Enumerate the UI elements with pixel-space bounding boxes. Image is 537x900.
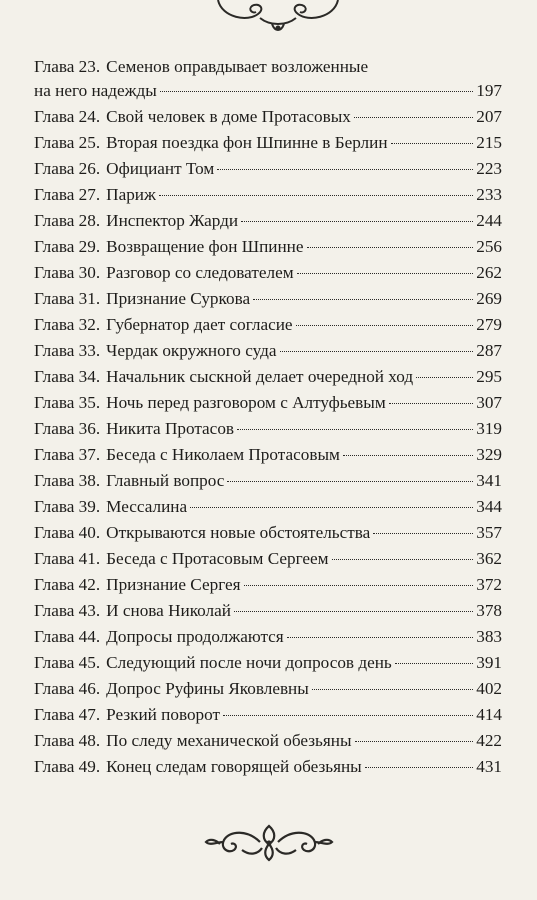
toc-entry (34, 364, 502, 390)
toc-entry (34, 702, 502, 728)
page-number: 422 (476, 731, 502, 750)
chapter-title: Разговор со следователем (106, 263, 294, 282)
toc-entry-line (34, 520, 502, 546)
chapter-number: Глава 25. (34, 133, 101, 152)
chapter-number: Глава 34. (34, 367, 101, 386)
dot-leader (253, 299, 473, 300)
chapter-title: Официант Том (106, 159, 215, 178)
page-number: 431 (476, 757, 502, 776)
toc-entry-line (34, 754, 502, 780)
page-number: 244 (476, 211, 502, 230)
toc-entry (34, 312, 502, 338)
toc-entry-line (34, 676, 502, 702)
page-number: 378 (476, 601, 502, 620)
toc-entry (34, 520, 502, 546)
dot-leader (354, 117, 473, 118)
toc-entry (34, 286, 502, 312)
dot-leader (416, 377, 473, 378)
toc-entry (34, 390, 502, 416)
toc-entry-line (34, 260, 502, 286)
toc-entry (34, 676, 502, 702)
chapter-number: Глава 38. (34, 471, 101, 490)
toc-entry (34, 754, 502, 780)
chapter-title: Свой человек в доме Протасовых (106, 107, 351, 126)
dot-leader (355, 741, 474, 742)
chapter-title: Губернатор дает согласие (106, 315, 293, 334)
toc-entry (34, 624, 502, 650)
toc-entry (34, 56, 502, 104)
chapter-number: Глава 24. (34, 107, 101, 126)
toc-entry-line (34, 312, 502, 338)
toc-entry-line (34, 416, 502, 442)
chapter-title: Ночь перед разговором с Алтуфьевым (106, 393, 386, 412)
top-ornament-icon (178, 0, 378, 34)
dot-leader (332, 559, 474, 560)
chapter-title: Чердак окружного суда (106, 341, 277, 360)
dot-leader (280, 351, 474, 352)
dot-leader (217, 169, 473, 170)
chapter-number: Глава 23. (34, 57, 101, 76)
toc-entry-line (34, 364, 502, 390)
chapter-title: Открываются новые обстоятельства (106, 523, 371, 542)
page-number: 207 (476, 107, 502, 126)
chapter-number: Глава 49. (34, 757, 101, 776)
page-number: 287 (476, 341, 502, 360)
chapter-title-continued: на него надежды (34, 81, 157, 100)
chapter-title: Признание Суркова (106, 289, 251, 308)
toc-entry-line (34, 338, 502, 364)
dot-leader (190, 507, 473, 508)
dot-leader (241, 221, 473, 222)
page-number: 402 (476, 679, 502, 698)
chapter-title: Главный вопрос (106, 471, 225, 490)
chapter-number: Глава 29. (34, 237, 101, 256)
dot-leader (391, 143, 474, 144)
toc-entry (34, 260, 502, 286)
bottom-ornament-icon (202, 820, 337, 864)
toc-entry-line (34, 182, 502, 208)
toc-entry (34, 728, 502, 754)
page-number: 223 (476, 159, 502, 178)
dot-leader (389, 403, 473, 404)
toc-entry-line (34, 572, 502, 598)
toc-entry-line (34, 624, 502, 650)
table-of-contents (34, 56, 502, 780)
dot-leader (227, 481, 473, 482)
chapter-title: Резкий поворот (106, 705, 221, 724)
chapter-number: Глава 48. (34, 731, 101, 750)
chapter-title: Вторая поездка фон Шпинне в Берлин (106, 133, 388, 152)
page-number: 197 (476, 81, 502, 100)
chapter-title: Начальник сыскной делает очередной ход (106, 367, 414, 386)
chapter-number: Глава 26. (34, 159, 101, 178)
toc-entry-line (34, 494, 502, 520)
chapter-number: Глава 47. (34, 705, 101, 724)
page-number: 362 (476, 549, 502, 568)
chapter-number: Глава 41. (34, 549, 101, 568)
toc-entry (34, 338, 502, 364)
chapter-title: Мессалина (106, 497, 188, 516)
toc-entry-line (34, 728, 502, 754)
dot-leader (312, 689, 473, 690)
chapter-number: Глава 35. (34, 393, 101, 412)
chapter-title: Никита Протасов (106, 419, 235, 438)
toc-entry (34, 208, 502, 234)
chapter-title: Следующий после ночи допросов день (106, 653, 392, 672)
dot-leader (296, 325, 474, 326)
page-number: 269 (476, 289, 502, 308)
chapter-number: Глава 36. (34, 419, 101, 438)
page-number: 414 (476, 705, 502, 724)
dot-leader (160, 91, 473, 92)
toc-entry-line (34, 390, 502, 416)
dot-leader (244, 585, 474, 586)
chapter-number: Глава 40. (34, 523, 101, 542)
chapter-title: Семенов оправдывает возложенные (106, 57, 369, 76)
page-number: 344 (476, 497, 502, 516)
page-number: 391 (476, 653, 502, 672)
dot-leader (365, 767, 473, 768)
chapter-number: Глава 30. (34, 263, 101, 282)
chapter-number: Глава 43. (34, 601, 101, 620)
dot-leader (343, 455, 473, 456)
toc-entry (34, 650, 502, 676)
page-number: 256 (476, 237, 502, 256)
chapter-title: По следу механической обезьяны (106, 731, 352, 750)
page-number: 215 (476, 133, 502, 152)
toc-entry-line (34, 130, 502, 156)
page-number: 357 (476, 523, 502, 542)
toc-entry-first-line (34, 56, 502, 78)
page-number: 233 (476, 185, 502, 204)
toc-entry (34, 104, 502, 130)
toc-entry (34, 572, 502, 598)
chapter-title: Париж (106, 185, 156, 204)
page-number: 307 (476, 393, 502, 412)
page-number: 262 (476, 263, 502, 282)
dot-leader (287, 637, 474, 638)
toc-entry (34, 234, 502, 260)
toc-entry-line (34, 104, 502, 130)
chapter-title: Возвращение фон Шпинне (106, 237, 304, 256)
chapter-number: Глава 44. (34, 627, 101, 646)
dot-leader (307, 247, 474, 248)
dot-leader (223, 715, 473, 716)
chapter-number: Глава 42. (34, 575, 101, 594)
toc-entry (34, 442, 502, 468)
toc-entry (34, 130, 502, 156)
toc-entry-line (34, 286, 502, 312)
toc-entry-line (34, 702, 502, 728)
toc-entry (34, 598, 502, 624)
toc-entry-second-line (34, 78, 502, 104)
toc-entry-line (34, 546, 502, 572)
toc-entry-line (34, 598, 502, 624)
toc-entry-line (34, 208, 502, 234)
chapter-number: Глава 28. (34, 211, 101, 230)
chapter-title: Инспектор Жарди (106, 211, 239, 230)
toc-entry (34, 156, 502, 182)
page-number: 341 (476, 471, 502, 490)
chapter-number: Глава 32. (34, 315, 101, 334)
dot-leader (395, 663, 473, 664)
toc-entry-line (34, 156, 502, 182)
dot-leader (373, 533, 473, 534)
toc-entry-line (34, 234, 502, 260)
dot-leader (234, 611, 473, 612)
chapter-title: Допрос Руфины Яковлевны (106, 679, 309, 698)
chapter-number: Глава 37. (34, 445, 101, 464)
chapter-number: Глава 27. (34, 185, 101, 204)
toc-entry-line (34, 442, 502, 468)
toc-entry (34, 468, 502, 494)
toc-entry-line (34, 650, 502, 676)
dot-leader (237, 429, 473, 430)
chapter-title: Допросы продолжаются (106, 627, 284, 646)
dot-leader (159, 195, 473, 196)
toc-entry-line (34, 468, 502, 494)
toc-entry (34, 182, 502, 208)
toc-entry (34, 416, 502, 442)
chapter-number: Глава 46. (34, 679, 101, 698)
chapter-number: Глава 45. (34, 653, 101, 672)
chapter-title: Конец следам говорящей обезьяны (106, 757, 362, 776)
chapter-number: Глава 39. (34, 497, 101, 516)
dot-leader (297, 273, 474, 274)
chapter-number: Глава 31. (34, 289, 101, 308)
page-number: 319 (476, 419, 502, 438)
toc-entry (34, 546, 502, 572)
page-number: 383 (476, 627, 502, 646)
chapter-title: И снова Николай (106, 601, 231, 620)
chapter-number: Глава 33. (34, 341, 101, 360)
page-number: 279 (476, 315, 502, 334)
chapter-title: Признание Сергея (106, 575, 241, 594)
chapter-title: Беседа с Николаем Протасовым (106, 445, 340, 464)
chapter-title: Беседа с Протасовым Сергеем (106, 549, 329, 568)
page-number: 372 (476, 575, 502, 594)
toc-entry (34, 494, 502, 520)
page-number: 295 (476, 367, 502, 386)
page-number: 329 (476, 445, 502, 464)
